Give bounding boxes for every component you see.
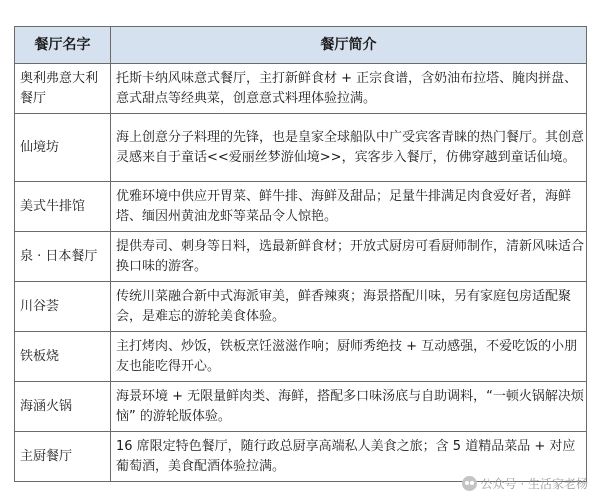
table-row (15, 232, 587, 282)
header-restaurant-name: 餐厅名字 (15, 27, 111, 64)
header-restaurant-intro: 餐厅简介 (111, 27, 587, 64)
restaurant-desc: 16 席限定特色餐厅，随行政总厨享高端私人美食之旅；含 5 道精品菜品 + 对应葡萄酒，美食配酒体验拉满。 (111, 432, 587, 482)
watermark (462, 475, 588, 492)
restaurant-name: 铁板烧 (15, 332, 111, 382)
table-row (15, 382, 587, 432)
table-row (15, 182, 587, 232)
watermark-text: 公众号 · 生活家老杨 (480, 477, 588, 491)
restaurant-name: 美式牛排馆 (15, 182, 111, 232)
restaurant-table (14, 26, 587, 482)
restaurant-desc: 海景环境 + 无限量鲜肉类、海鲜，搭配多口味汤底与自助调料，“一顿火锅解决烦恼” 的游轮版体验。 (111, 382, 587, 432)
table-row (15, 282, 587, 332)
restaurant-name: 仙境坊 (15, 114, 111, 182)
restaurant-desc: 主打烤肉、炒饭，铁板烹饪滋滋作响；厨师秀绝技 + 互动感强，不爱吃饭的小朋友也能吃得开心。 (111, 332, 587, 382)
table-row (15, 114, 587, 182)
restaurant-name: 主厨餐厅 (15, 432, 111, 482)
restaurant-desc: 传统川菜融合新中式海派审美，鲜香辣爽；海景搭配川味，另有家庭包房适配聚会，是难忘的游轮美食体验。 (111, 282, 587, 332)
restaurant-desc: 优雅环境中供应开胃菜、鲜牛排、海鲜及甜品；足量牛排满足肉食爱好者，海鲜塔、缅因州黄油龙虾等菜品令人惊艳。 (111, 182, 587, 232)
wechat-icon (462, 476, 477, 491)
restaurant-name: 海涵火锅 (15, 382, 111, 432)
table-row (15, 64, 587, 114)
restaurant-name: 川谷荟 (15, 282, 111, 332)
restaurant-desc: 海上创意分子料理的先锋，也是皇家全球船队中广受宾客青睐的热门餐厅。其创意灵感来自于童话<<爱丽丝梦游仙境>>，宾客步入餐厅，仿佛穿越到童话仙境。 (111, 114, 587, 182)
table-row (15, 432, 587, 482)
table-header-row (15, 27, 587, 64)
restaurant-name: 奥利弗意大利餐厅 (15, 64, 111, 114)
restaurant-desc: 托斯卡纳风味意式餐厅，主打新鲜食材 + 正宗食谱，含奶油布拉塔、腌肉拼盘、意式甜点等经典菜，创意意式料理体验拉满。 (111, 64, 587, 114)
restaurant-desc: 提供寿司、刺身等日料，选最新鲜食材；开放式厨房可看厨师制作，清新风味适合换口味的游客。 (111, 232, 587, 282)
table-row (15, 332, 587, 382)
restaurant-name: 泉 · 日本餐厅 (15, 232, 111, 282)
